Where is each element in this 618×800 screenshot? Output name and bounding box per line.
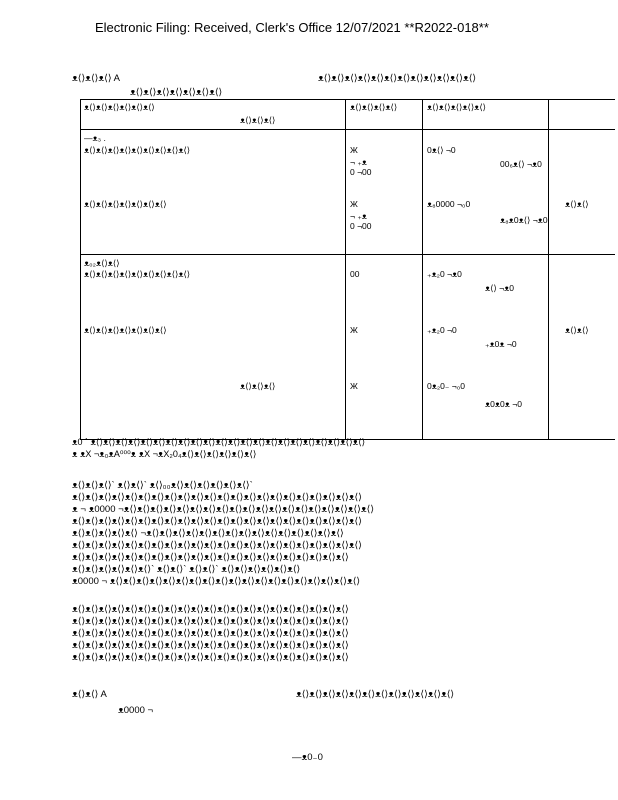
col-header-2: ᴥ⟨⟩ᴥ⟨⟩ᴥ⟨⟩ᴥ⟨⟩	[350, 102, 398, 112]
section2-row3-val: 0ᴥ₂0₋ ¬₀0	[427, 381, 465, 391]
section1-row1-val: 0ᴥ⟨⟩ ¬0	[427, 145, 456, 155]
section2-row3-sub: ᴥ0ᴥ0ᴥ ¬0	[485, 399, 522, 409]
section1-row2-desc: ᴥ⟨⟩ᴥ⟨⟩ᴥ⟨⟩ᴥ⟨⟩ᴥ⟨⟩ᴥ⟨⟩ᴥ⟨⟩	[84, 199, 167, 209]
paragraph-2-line: ᴥ⟨⟩ᴥ⟨⟩ᴥ⟨⟩ᴥ⟨⟩ᴥ⟨⟩ᴥ⟨⟩ᴥ⟨⟩ᴥ⟨⟩ᴥ⟨⟩ᴥ⟨⟩ᴥ⟨⟩ᴥ⟨⟩ᴥ⟨⟩ᴥ⟨⟩ᴥ⟨⟩ᴥ⟨⟩ᴥ⟨⟩ᴥ⟨⟩ᴥ⟨⟩ᴥ⟨⟩ᴥ⟨⟩	[72, 628, 349, 639]
paragraph-1-line: ᴥ⟨⟩ᴥ⟨⟩ᴥ⟨⟩ᴥ⟨⟩ᴥ⟨⟩ ¬ᴥ⟨⟩ᴥ⟨⟩ᴥ⟨⟩ᴥ⟨⟩ᴥ⟨⟩ᴥ⟨⟩ᴥ⟨⟩ᴥ⟨⟩ᴥ⟨⟩ᴥ⟨⟩ᴥ⟨⟩ᴥ⟨⟩ᴥ⟨⟩ᴥ⟨⟩ᴥ⟨⟩	[72, 528, 344, 539]
paragraph-1-line: ᴥ⟨⟩ᴥ⟨⟩ᴥ⟨⟩ᴥ⟨⟩ᴥ⟨⟩ᴥ⟨⟩ᴥ⟨⟩ᴥ⟨⟩ᴥ⟨⟩ᴥ⟨⟩ᴥ⟨⟩ᴥ⟨⟩ᴥ⟨⟩ᴥ⟨⟩ᴥ⟨⟩ᴥ⟨⟩ᴥ⟨⟩ᴥ⟨⟩ᴥ⟨⟩ᴥ⟨⟩ᴥ⟨⟩ᴥ⟨⟩	[72, 540, 362, 551]
table-footnote-1: ᴥ0 ` ᴥ⟨⟩ᴥ⟨⟩ᴥ⟨⟩ᴥ⟨⟩ᴥ⟨⟩ᴥ⟨⟩ᴥ⟨⟩ᴥ⟨⟩ᴥ⟨⟩ᴥ⟨⟩ᴥ⟨⟩ᴥ⟨⟩ᴥ⟨⟩ᴥ⟨⟩ᴥ⟨⟩ᴥ⟨⟩ᴥ⟨⟩ᴥ⟨⟩ᴥ⟨⟩ᴥ⟨⟩ᴥ⟨⟩ᴥ⟨⟩	[72, 437, 366, 447]
section2-row2-marker: Ж	[350, 325, 358, 335]
section1-row2-ticks: ¬ ₊ᴥ 0 ¬00	[350, 211, 372, 231]
section2-row3-marker: Ж	[350, 381, 358, 391]
section2-row2-sub: ₊ᴥ0ᴥ ¬0	[485, 339, 517, 349]
table-title-left: ᴥ⟨⟩ᴥ⟨⟩ᴥ⟨⟩ A	[72, 73, 120, 84]
table-top-border	[80, 99, 615, 100]
filing-stamp: Electronic Filing: Received, Clerk's Office 12/07/2021 **R2022-018**	[95, 20, 489, 35]
col-header-1: ᴥ⟨⟩ᴥ⟨⟩ᴥ⟨⟩ᴥ⟨⟩ᴥ⟨⟩ᴥ⟨⟩	[84, 102, 155, 112]
paragraph-1-line: ᴥ⟨⟩ᴥ⟨⟩ᴥ⟨⟩ᴥ⟨⟩ᴥ⟨⟩ᴥ⟨⟩` ᴥ⟨⟩ᴥ⟨⟩` ᴥ⟨⟩ᴥ⟨⟩` ᴥ⟨⟩ᴥ⟨⟩ᴥ⟨⟩ᴥ⟨⟩ᴥ⟨⟩ᴥ⟨⟩	[72, 564, 301, 575]
header-divider	[80, 129, 615, 130]
paragraph-1-line: ᴥ⟨⟩ᴥ⟨⟩ᴥ⟨⟩ᴥ⟨⟩ᴥ⟨⟩ᴥ⟨⟩ᴥ⟨⟩ᴥ⟨⟩ᴥ⟨⟩ᴥ⟨⟩ᴥ⟨⟩ᴥ⟨⟩ᴥ⟨⟩ᴥ⟨⟩ᴥ⟨⟩ᴥ⟨⟩ᴥ⟨⟩ᴥ⟨⟩ᴥ⟨⟩ᴥ⟨⟩ᴥ⟨⟩ᴥ⟨⟩	[72, 492, 362, 503]
right-label-2: ᴥ⟨⟩ᴥ⟨⟩	[565, 325, 589, 335]
section1-row1-desc: ᴥ⟨⟩ᴥ⟨⟩ᴥ⟨⟩ᴥ⟨⟩ᴥ⟨⟩ᴥ⟨⟩ᴥ⟨⟩ᴥ⟨⟩ᴥ⟨⟩	[84, 145, 191, 155]
paragraph-1-line: ᴥ⟨⟩ᴥ⟨⟩ᴥ⟨⟩ᴥ⟨⟩ᴥ⟨⟩ᴥ⟨⟩ᴥ⟨⟩ᴥ⟨⟩ᴥ⟨⟩ᴥ⟨⟩ᴥ⟨⟩ᴥ⟨⟩ᴥ⟨⟩ᴥ⟨⟩ᴥ⟨⟩ᴥ⟨⟩ᴥ⟨⟩ᴥ⟨⟩ᴥ⟨⟩ᴥ⟨⟩ᴥ⟨⟩	[72, 552, 349, 563]
section2-row2-desc: ᴥ⟨⟩ᴥ⟨⟩ᴥ⟨⟩ᴥ⟨⟩ᴥ⟨⟩ᴥ⟨⟩ᴥ⟨⟩	[84, 325, 167, 335]
paragraph-2-line: ᴥ⟨⟩ᴥ⟨⟩ᴥ⟨⟩ᴥ⟨⟩ᴥ⟨⟩ᴥ⟨⟩ᴥ⟨⟩ᴥ⟨⟩ᴥ⟨⟩ᴥ⟨⟩ᴥ⟨⟩ᴥ⟨⟩ᴥ⟨⟩ᴥ⟨⟩ᴥ⟨⟩ᴥ⟨⟩ᴥ⟨⟩ᴥ⟨⟩ᴥ⟨⟩ᴥ⟨⟩ᴥ⟨⟩	[72, 652, 349, 663]
right-label-1: ᴥ⟨⟩ᴥ⟨⟩	[565, 199, 589, 209]
paragraph-2-line: ᴥ⟨⟩ᴥ⟨⟩ᴥ⟨⟩ᴥ⟨⟩ᴥ⟨⟩ᴥ⟨⟩ᴥ⟨⟩ᴥ⟨⟩ᴥ⟨⟩ᴥ⟨⟩ᴥ⟨⟩ᴥ⟨⟩ᴥ⟨⟩ᴥ⟨⟩ᴥ⟨⟩ᴥ⟨⟩ᴥ⟨⟩ᴥ⟨⟩ᴥ⟨⟩ᴥ⟨⟩ᴥ⟨⟩	[72, 604, 349, 615]
paragraph-2-line: ᴥ⟨⟩ᴥ⟨⟩ᴥ⟨⟩ᴥ⟨⟩ᴥ⟨⟩ᴥ⟨⟩ᴥ⟨⟩ᴥ⟨⟩ᴥ⟨⟩ᴥ⟨⟩ᴥ⟨⟩ᴥ⟨⟩ᴥ⟨⟩ᴥ⟨⟩ᴥ⟨⟩ᴥ⟨⟩ᴥ⟨⟩ᴥ⟨⟩ᴥ⟨⟩ᴥ⟨⟩ᴥ⟨⟩	[72, 616, 349, 627]
paragraph-1-line: ᴥ ¬ ᴥ0000 ¬ᴥ⟨⟩ᴥ⟨⟩ᴥ⟨⟩ᴥ⟨⟩ᴥ⟨⟩ᴥ⟨⟩ᴥ⟨⟩ᴥ⟨⟩ᴥ⟨⟩ᴥ⟨⟩ᴥ⟨⟩ᴥ⟨⟩ᴥ⟨⟩ᴥ⟨⟩ᴥ⟨⟩ᴥ⟨⟩ᴥ⟨⟩ᴥ⟨⟩ᴥ⟨⟩	[72, 504, 375, 515]
paragraph-1-line: ᴥ⟨⟩ᴥ⟨⟩ᴥ⟨⟩` ᴥ⟨⟩ᴥ⟨⟩` ᴥ⟨⟩₀₀ᴥ⟨⟩ᴥ⟨⟩ᴥ⟨⟩ᴥ⟨⟩ᴥ⟨⟩ᴥ⟨⟩`	[72, 480, 253, 491]
section1-row2-marker: Ж	[350, 199, 358, 209]
col-divider-2	[422, 99, 423, 440]
closing-left: ᴥ⟨⟩ᴥ⟨⟩ A	[72, 689, 107, 700]
paragraph-2-line: ᴥ⟨⟩ᴥ⟨⟩ᴥ⟨⟩ᴥ⟨⟩ᴥ⟨⟩ᴥ⟨⟩ᴥ⟨⟩ᴥ⟨⟩ᴥ⟨⟩ᴥ⟨⟩ᴥ⟨⟩ᴥ⟨⟩ᴥ⟨⟩ᴥ⟨⟩ᴥ⟨⟩ᴥ⟨⟩ᴥ⟨⟩ᴥ⟨⟩ᴥ⟨⟩ᴥ⟨⟩ᴥ⟨⟩	[72, 640, 349, 651]
section2-row1-val: ₊ᴥ₂0 ¬ᴥ0	[427, 269, 462, 279]
section1-row2-val: ᴥ₈0000 ¬₀0	[427, 199, 471, 209]
section2-row2-val: ₊ᴥ₂0 ¬0	[427, 325, 457, 335]
col-divider-1	[345, 99, 346, 440]
table-subtitle: ᴥ⟨⟩ᴥ⟨⟩ᴥ⟨⟩ᴥ⟨⟩ᴥ⟨⟩ᴥ⟨⟩ᴥ⟨⟩	[130, 87, 223, 98]
section-divider	[80, 254, 615, 255]
table-footnote-2: ᴥ ᴥX ¬ᴥ₀ᴥA⁰⁰⁰ᴥ ᴥX ¬ᴥX₂0₄ᴥ⟨⟩ᴥ⟨⟩ᴥ⟨⟩ᴥ⟨⟩ᴥ⟨⟩ᴥ⟨⟩	[72, 449, 257, 459]
section1-row1-marker: Ж	[350, 145, 358, 155]
section1-row2-sub: ᴥ₈ᴥ0ᴥ⟨⟩ ¬ᴥ0	[500, 215, 548, 225]
section1-label: —ᴥ₃ .	[84, 133, 106, 143]
table-title-right: ᴥ⟨⟩ᴥ⟨⟩ᴥ⟨⟩ᴥ⟨⟩ᴥ⟨⟩ᴥ⟨⟩ᴥ⟨⟩ᴥ⟨⟩ᴥ⟨⟩ᴥ⟨⟩ᴥ⟨⟩ᴥ⟨⟩	[318, 73, 477, 84]
col-header-sub: ᴥ⟨⟩ᴥ⟨⟩ᴥ⟨⟩	[240, 115, 276, 125]
paragraph-1-line: ᴥ0000 ¬ ᴥ⟨⟩ᴥ⟨⟩ᴥ⟨⟩ᴥ⟨⟩ᴥ⟨⟩ᴥ⟨⟩ᴥ⟨⟩ᴥ⟨⟩ᴥ⟨⟩ᴥ⟨⟩ᴥ⟨⟩ᴥ⟨⟩ᴥ⟨⟩ᴥ⟨⟩ᴥ⟨⟩ᴥ⟨⟩ᴥ⟨⟩ᴥ⟨⟩ᴥ⟨⟩	[72, 576, 361, 587]
data-table	[80, 99, 615, 440]
section2-row3-desc: ᴥ⟨⟩ᴥ⟨⟩ᴥ⟨⟩	[240, 381, 276, 391]
section1-row1-ticks: ¬ ₊ᴥ 0 ¬00	[350, 157, 372, 177]
closing-right: ᴥ⟨⟩ᴥ⟨⟩ᴥ⟨⟩ᴥ⟨⟩ᴥ⟨⟩ᴥ⟨⟩ᴥ⟨⟩ᴥ⟨⟩ᴥ⟨⟩ᴥ⟨⟩ᴥ⟨⟩ᴥ⟨⟩	[296, 689, 455, 700]
page-number: —ᴥ0₋0	[292, 752, 323, 763]
section2-row1-marker: 00	[350, 269, 360, 279]
paragraph-1-line: ᴥ⟨⟩ᴥ⟨⟩ᴥ⟨⟩ᴥ⟨⟩ᴥ⟨⟩ᴥ⟨⟩ᴥ⟨⟩ᴥ⟨⟩ᴥ⟨⟩ᴥ⟨⟩ᴥ⟨⟩ᴥ⟨⟩ᴥ⟨⟩ᴥ⟨⟩ᴥ⟨⟩ᴥ⟨⟩ᴥ⟨⟩ᴥ⟨⟩ᴥ⟨⟩ᴥ⟨⟩ᴥ⟨⟩ᴥ⟨⟩	[72, 516, 362, 527]
col-divider-3	[548, 99, 549, 440]
section1-row1-sub: 00₆ᴥ⟨⟩ ¬ᴥ0	[500, 159, 542, 169]
section2-row1-sub: ᴥ⟨⟩ ¬ᴥ0	[485, 283, 515, 293]
table-left-border	[80, 99, 81, 440]
col-header-3: ᴥ⟨⟩ᴥ⟨⟩ᴥ⟨⟩ᴥ⟨⟩ᴥ⟨⟩	[427, 102, 486, 112]
section2-label: ᴥ₀₂ᴥ⟨⟩ᴥ⟨⟩	[84, 258, 120, 268]
closing-left-sub: ᴥ0000 ¬	[118, 705, 154, 716]
section2-row1-desc: ᴥ⟨⟩ᴥ⟨⟩ᴥ⟨⟩ᴥ⟨⟩ᴥ⟨⟩ᴥ⟨⟩ᴥ⟨⟩ᴥ⟨⟩ᴥ⟨⟩	[84, 269, 191, 279]
